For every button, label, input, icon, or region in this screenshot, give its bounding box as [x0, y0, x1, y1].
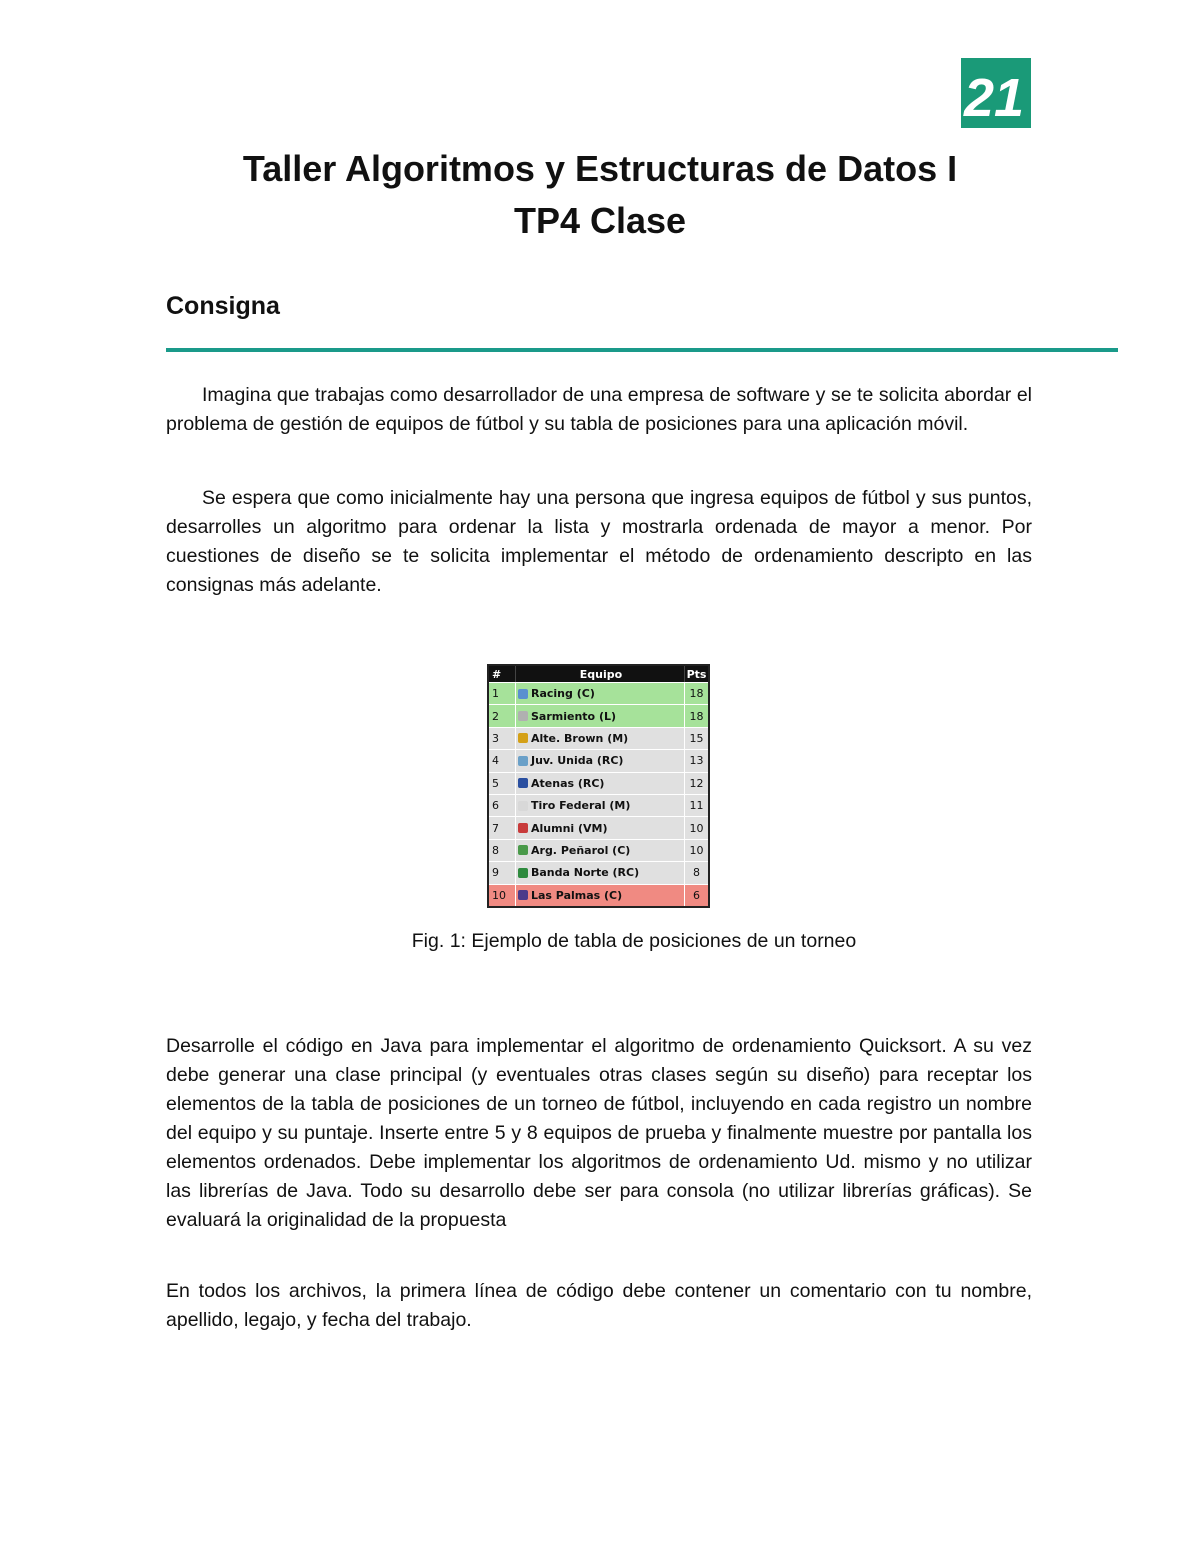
figure-caption: Fig. 1: Ejemplo de tabla de posiciones de un torneo — [411, 930, 857, 952]
logo — [961, 58, 1031, 128]
team-name: Alumni (VM) — [531, 821, 608, 835]
row-position: 7 — [492, 821, 499, 835]
team-crest-icon — [518, 845, 528, 855]
table-row — [489, 682, 708, 704]
row-points: 18 — [684, 705, 708, 726]
row-team — [515, 862, 684, 883]
team-name: Juv. Unida (RC) — [531, 754, 624, 768]
section-heading: Consigna — [166, 292, 280, 320]
row-team — [515, 840, 684, 861]
team-name: Las Palmas (C) — [531, 888, 623, 902]
row-position: 1 — [492, 687, 499, 701]
table-row — [489, 861, 708, 883]
table-row — [489, 816, 708, 838]
header-pts: Pts — [684, 666, 708, 682]
team-crest-icon — [518, 778, 528, 788]
row-team — [515, 817, 684, 838]
row-points: 10 — [684, 840, 708, 861]
team-name: Tiro Federal (M) — [531, 799, 631, 813]
row-points: 10 — [684, 817, 708, 838]
paragraph-expectation: Se espera que como inicialmente hay una persona que ingresa equipos de fútbol y sus puntos, desarrolles un algoritmo para ordenar la lista y mostrarla ordenada de mayor a menor. Por cuestiones de diseño se te solicita implementar el método de ordenamiento descripto en las consignas más adelante. — [166, 487, 1032, 596]
row-points: 12 — [684, 773, 708, 794]
paragraph-requirement: En todos los archivos, la primera línea de código debe contener un comentario con tu nombre, apellido, legajo, y fecha del trabajo. — [166, 1280, 1032, 1331]
team-crest-icon — [518, 890, 528, 900]
row-points: 15 — [684, 728, 708, 749]
team-name: Banda Norte (RC) — [531, 866, 640, 880]
paragraph-task: Desarrolle el código en Java para implementar el algoritmo de ordenamiento Quicksort. A su vez debe generar una clase principal (y eventuales otras clases según su diseño) para receptar los elementos de la tabla de posiciones de un torneo de fútbol, incluyendo en cada registro un nombre del equipo y su puntaje. Inserte entre 5 y 8 equipos de prueba y finalmente muestre por pantalla los elementos ordenados. Debe implementar los algoritmos de ordenamiento Ud. mismo y no utilizar las librerías de Java. Todo su desarrollo debe ser para consola (no utilizar librerías gráficas). Se evaluará la originalidad de la propuesta — [166, 1035, 1032, 1231]
header-num: # — [492, 667, 502, 681]
table-row — [489, 704, 708, 726]
table-row — [489, 884, 708, 906]
table-row — [489, 749, 708, 771]
table-row — [489, 794, 708, 816]
team-crest-icon — [518, 801, 528, 811]
row-position: 4 — [492, 754, 499, 768]
standings-body — [489, 682, 708, 906]
team-name: Arg. Peñarol (C) — [531, 843, 631, 857]
row-team — [515, 705, 684, 726]
row-position: 6 — [492, 799, 499, 813]
team-name: Alte. Brown (M) — [531, 731, 629, 745]
logo-mark — [961, 58, 1031, 128]
team-crest-icon — [518, 733, 528, 743]
logo-text: 21 — [963, 68, 1025, 128]
team-crest-icon — [518, 868, 528, 878]
row-points: 8 — [684, 862, 708, 883]
section-divider — [166, 348, 1118, 352]
row-points: 11 — [684, 795, 708, 816]
table-row — [489, 727, 708, 749]
row-position: 3 — [492, 731, 499, 745]
team-name: Atenas (RC) — [531, 776, 605, 790]
table-row — [489, 772, 708, 794]
row-team — [515, 728, 684, 749]
standings-table — [487, 664, 710, 908]
row-position: 8 — [492, 843, 499, 857]
row-points: 13 — [684, 750, 708, 771]
row-team — [515, 750, 684, 771]
document-title: Taller Algoritmos y Estructuras de Datos I — [242, 148, 958, 189]
row-points: 6 — [684, 885, 708, 906]
paragraph-intro: Imagina que trabajas como desarrollador de una empresa de software y se te solicita abordar el problema de gestión de equipos de fútbol y su tabla de posiciones para una aplicación móvil. — [166, 384, 1032, 435]
row-team — [515, 795, 684, 816]
row-position: 5 — [492, 776, 499, 790]
standings-header-row — [489, 666, 708, 682]
table-row — [489, 839, 708, 861]
row-position: 2 — [492, 709, 499, 723]
row-team — [515, 683, 684, 704]
row-points: 18 — [684, 683, 708, 704]
team-crest-icon — [518, 689, 528, 699]
team-crest-icon — [518, 711, 528, 721]
header-team: Equipo — [515, 666, 684, 682]
team-name: Sarmiento (L) — [531, 709, 617, 723]
row-position: 9 — [492, 866, 499, 880]
document-subtitle: TP4 Clase — [513, 200, 687, 241]
team-name: Racing (C) — [531, 687, 595, 701]
row-team — [515, 885, 684, 906]
team-crest-icon — [518, 823, 528, 833]
row-team — [515, 773, 684, 794]
team-crest-icon — [518, 756, 528, 766]
row-position: 10 — [492, 888, 506, 902]
